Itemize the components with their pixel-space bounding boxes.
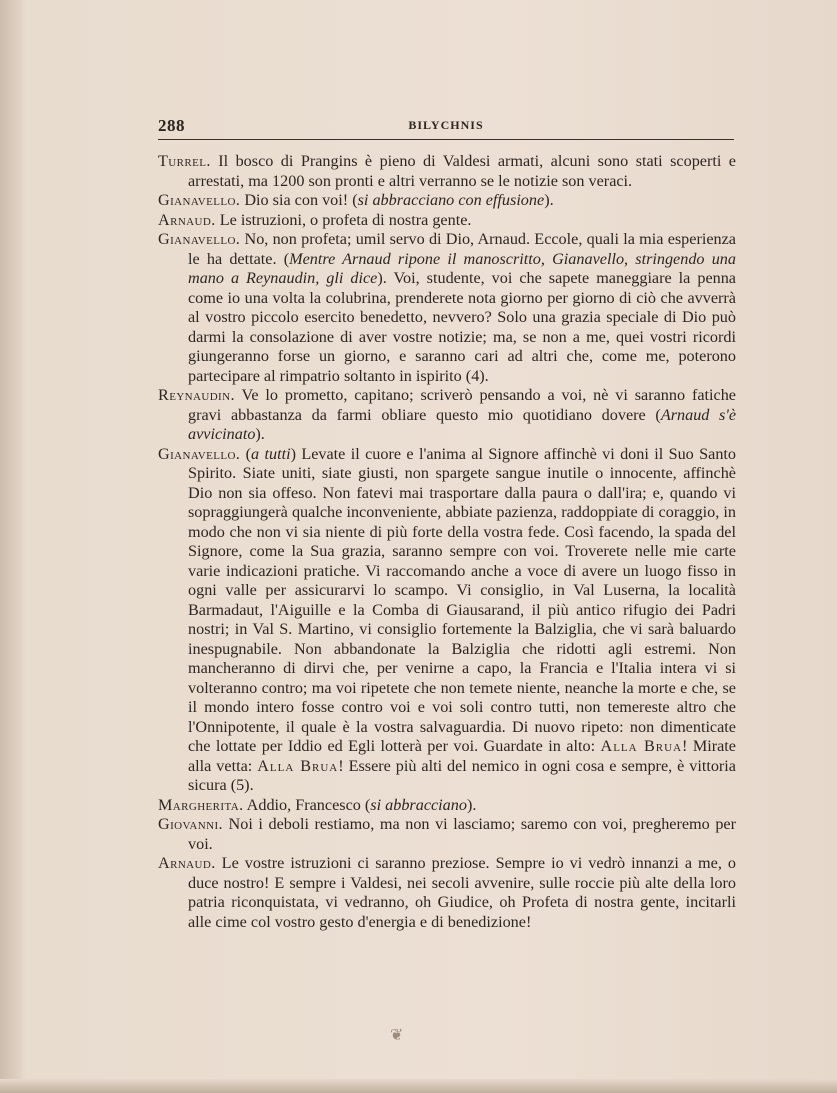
dialogue-text: Le vostre istruzioni ci saranno preziose. Sempre io vi vedrò innanzi a me, o duce nostro! E sempre i Valdesi, nei secoli avvenire, sulle roccie più alte della loro patria riconquistata, vi vedranno, oh Giudice, oh Profeta di nostra gente, incitarli alle cime col vostro gesto d'energia e di benedizione! — [188, 854, 736, 931]
stage-direction: a tutti — [251, 444, 291, 463]
body-text — [158, 152, 736, 932]
dialogue-text: ). — [466, 795, 477, 814]
dialogue-paragraph — [158, 230, 736, 386]
dialogue-text: Addio, Francesco ( — [243, 795, 371, 814]
dialogue-text: Dio sia con voi! ( — [240, 191, 358, 209]
header-rule — [158, 139, 734, 140]
dialogue-text: ). — [255, 425, 265, 443]
dialogue-text: ! Essere più alti del nemico in ogni cosa e sempre, è vittoria sicura (5). — [188, 756, 736, 794]
speaker-name: Giovanni. — [158, 815, 223, 833]
dialogue-paragraph — [158, 796, 736, 816]
stage-direction: si abbracciano con effusione — [357, 191, 545, 209]
stage-direction: si abbracciano — [370, 795, 467, 814]
dialogue-text: Le istruzioni, o profeta di nostra gente. — [215, 210, 472, 229]
dialogue-paragraph — [158, 854, 736, 932]
motto-text: Alla Brua — [600, 737, 683, 755]
dialogue-paragraph — [158, 445, 736, 796]
printer-ornament-icon: ❦ — [390, 1025, 404, 1044]
speaker-name: Gianavello. — [158, 230, 241, 248]
page-left-edge — [0, 0, 22, 1093]
dialogue-paragraph — [158, 211, 736, 231]
speaker-name: Turrel. — [158, 152, 211, 170]
dialogue-text: ). — [544, 191, 554, 209]
dialogue-text: Ve lo prometto, capitano; scriverò pensando a voi, nè vi saranno fatiche gravi abbastanza da farmi obliare questo mio quotidiano dovere ( — [188, 386, 736, 424]
dialogue-text: No, non profeta; umil servo di Dio, Arnaud. Eccole, quali la mia esperienza le ha dettate. ( — [188, 230, 736, 268]
running-title: BILYCHNIS — [408, 118, 484, 132]
speaker-name: Gianavello. — [158, 191, 241, 209]
dialogue-paragraph — [158, 386, 736, 445]
dialogue-text: Il bosco di Prangins è pieno di Valdesi armati, alcuni sono stati scoperti e arrestati, ma 1200 son pronti e altri verranno se le notizie son veraci. — [188, 152, 736, 190]
speaker-name: Arnaud. — [158, 210, 216, 229]
speaker-name: Reynaudin. — [158, 386, 235, 404]
speaker-name: Arnaud. — [158, 854, 216, 872]
speaker-name: Gianavello. — [158, 444, 241, 463]
dialogue-text: ). Voi, studente, voi che sapete maneggiare la penna come io una volta la colubrina, prenderete nota giorno per giorno di ciò che avverrà al vostro piccolo esercito benedetto, nevvero? Solo una grazia speciale di Dio può darmi la consolazione di aver vostre notizie; ma, se non a me, quei vostri ricordi giungeranno forse un giorno, e saranno cari ad altri che, come me, poterono partecipare al rimpatrio soltanto in ispirito (4). — [188, 269, 736, 385]
page-number: 288 — [158, 116, 185, 135]
dialogue-text: Noi i deboli restiamo, ma non vi lasciamo; saremo con voi, pregheremo per voi. — [188, 815, 736, 853]
motto-text: Alla Brua — [257, 756, 339, 775]
dialogue-paragraph — [158, 191, 736, 211]
dialogue-text: ( — [240, 444, 252, 463]
dialogue-paragraph — [158, 152, 736, 191]
stage-direction: Arnaud s'è avvicinato — [188, 405, 737, 443]
page-header — [158, 116, 734, 140]
dialogue-text: ) Levate il cuore e l'anima al Signore affinchè vi doni il Suo Santo Spirito. Siate uniti, siate giusti, non spargete sangue inutile o innocente, affinchè Dio non sia offeso. Non fatevi mai trasportare dalla paura o dall'ira; e, quando vi sopraggiungerà qualche inconveniente, abbiate pazienza, raddoppiate di coraggio, in modo che non vi sia niente di più forte della vostra fede. Così facendo, la spada del Signore, come la Sua grazia, saranno sempre con voi. Troverete nelle mie carte varie indicazioni pratiche. Vi raccomando anche a voce di avere un luogo fisso in ogni valle per assicurarvi lo scampo. Vi consiglio, in Val Luserna, la località Barmadaut, l'Aiguille e la Comba di Giausarand, il più antico rifugio dei Padri nostri; in Val S. Martino, vi consiglio fortemente la Balziglia, che vi sarà baluardo inespugnabile. Non abbandonate la Balziglia che ridotti agli estremi. Non mancheranno di dirvi che, per venirne a capo, la Francia e l'Italia intera vi si volteranno contro; ma voi ripetete che non temete niente, neanche la morte e che, se il mondo intero fosse contro voi e voi soli contro tutti, non temereste altro che l'Onnipotente, il quale è la vostra salvaguardia. Di nuovo ripeto: non dimenticate che lottate per Iddio ed Egli lotterà per voi. Guardate in alto: — [188, 444, 737, 755]
page-bottom-edge — [0, 1079, 837, 1093]
dialogue-text: ! Mirate alla vetta: — [188, 737, 736, 775]
stage-direction: Mentre Arnaud ripone il manoscritto, Gianavello, stringendo una mano a Reynaudin, gli dice — [188, 249, 736, 287]
dialogue-paragraph — [158, 815, 736, 854]
speaker-name: Margherita. — [158, 795, 244, 814]
